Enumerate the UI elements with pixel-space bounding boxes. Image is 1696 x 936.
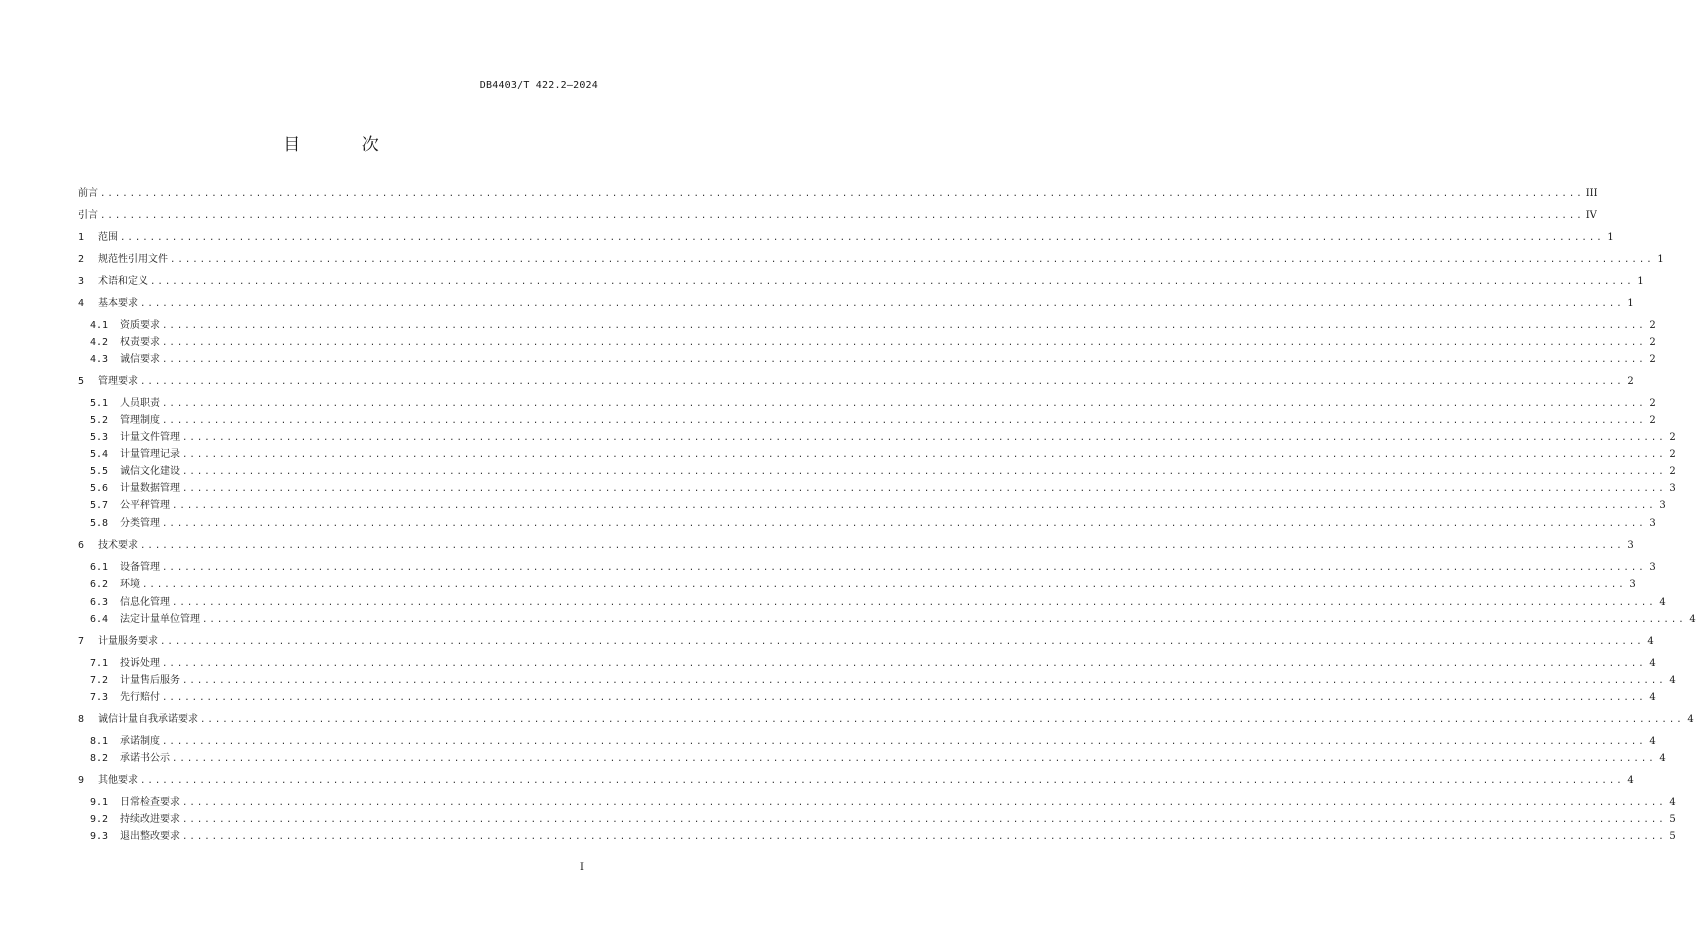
toc-entry-page: 2 <box>1649 398 1656 409</box>
dot-leader: ........................................................................................................................................................................................................ <box>172 754 1656 764</box>
toc-entry-number: 6.2 <box>90 579 109 590</box>
toc-entry-number: 5.1 <box>90 398 109 409</box>
document-code: DB4403/T 422.2—2024 <box>479 80 598 91</box>
dot-leader: ........................................................................................................................................................................................................ <box>162 693 1646 703</box>
toc-entry-number: 9.3 <box>90 831 109 842</box>
toc-entry-number: 6.3 <box>90 597 109 608</box>
toc-entry-page: 4 <box>1649 658 1656 669</box>
toc-entry-page: IV <box>1585 210 1597 221</box>
toc-entry-number: 7 <box>78 636 85 647</box>
toc-entry-label: 前言 <box>78 188 98 199</box>
toc-entry-number: 4.1 <box>90 320 109 331</box>
toc-entry-number: 4.2 <box>90 337 109 348</box>
toc-entry-page: 2 <box>1649 415 1656 426</box>
dot-leader: ........................................................................................................................................................................................................ <box>162 355 1646 365</box>
toc-entry-number: 5 <box>78 376 85 387</box>
toc-entry[interactable] <box>90 688 1656 704</box>
toc-entry-page: 1 <box>1627 298 1634 309</box>
toc-entry-number: 9.2 <box>90 814 109 825</box>
toc-entry-label: 引言 <box>78 210 98 221</box>
toc-entry-label: 投诉处理 <box>120 658 160 669</box>
toc-entry-label: 计量数据管理 <box>120 483 180 494</box>
dot-leader: ........................................................................................................................................................................................................ <box>182 815 1666 825</box>
toc-entry-page: 4 <box>1649 692 1656 703</box>
page-number: I <box>580 862 584 873</box>
toc-entry-label: 计量文件管理 <box>120 432 180 443</box>
toc-entry-label: 诚信要求 <box>120 354 160 365</box>
dot-leader: ........................................................................................................................................................................................................ <box>142 580 1626 590</box>
toc-entry-label: 诚信计量自我承诺要求 <box>98 714 198 725</box>
toc-entry-page: 2 <box>1649 354 1656 365</box>
toc-entry-label: 基本要求 <box>98 298 138 309</box>
toc-entry-label: 规范性引用文件 <box>98 254 168 265</box>
toc-entry-page: 3 <box>1629 579 1636 590</box>
toc-entry-number: 5.8 <box>90 518 109 529</box>
toc-entry-page: 3 <box>1649 562 1656 573</box>
toc-entry[interactable] <box>90 610 1696 626</box>
dot-leader: ........................................................................................................................................................................................................ <box>170 255 1654 265</box>
toc-entry-label: 承诺制度 <box>120 736 160 747</box>
toc-entry-page: 3 <box>1649 518 1656 529</box>
toc-entry-number: 5.5 <box>90 466 109 477</box>
dot-leader: ........................................................................................................................................................................................................ <box>182 450 1666 460</box>
toc-entry[interactable] <box>90 316 1656 332</box>
toc-entry-page: III <box>1585 188 1598 199</box>
dot-leader: ........................................................................................................................................................................................................ <box>150 277 1634 287</box>
toc-entry-label: 计量售后服务 <box>120 675 180 686</box>
toc-entry-page: 5 <box>1669 814 1676 825</box>
toc-entry[interactable] <box>78 206 1597 222</box>
dot-leader: ........................................................................................................................................................................................................ <box>200 715 1684 725</box>
toc-entry[interactable] <box>90 411 1656 427</box>
toc-entry[interactable] <box>78 372 1634 388</box>
toc-entry-page: 2 <box>1669 449 1676 460</box>
toc-entry-label: 持续改进要求 <box>120 814 180 825</box>
dot-leader: ........................................................................................................................................................................................................ <box>160 637 1644 647</box>
toc-entry[interactable] <box>90 654 1656 670</box>
toc-entry-page: 4 <box>1687 714 1694 725</box>
toc-entry-label: 公平秤管理 <box>120 500 170 511</box>
toc-entry-label: 术语和定义 <box>98 276 148 287</box>
toc-entry-label: 资质要求 <box>120 320 160 331</box>
toc-entry-label: 其他要求 <box>98 775 138 786</box>
toc-entry-label: 诚信文化建设 <box>120 466 180 477</box>
toc-entry-number: 4 <box>78 298 85 309</box>
dot-leader: ........................................................................................................................................................................................................ <box>172 598 1656 608</box>
toc-entry-number: 2 <box>78 254 85 265</box>
dot-leader: ........................................................................................................................................................................................................ <box>140 776 1624 786</box>
toc-entry-number: 8 <box>78 714 85 725</box>
toc-entry[interactable] <box>78 710 1694 726</box>
toc-entry-number: 6.4 <box>90 614 109 625</box>
dot-leader: ........................................................................................................................................................................................................ <box>162 399 1646 409</box>
toc-entry[interactable] <box>90 333 1656 349</box>
toc-entry[interactable] <box>78 771 1634 787</box>
toc-entry-label: 范围 <box>98 232 118 243</box>
dot-leader: ........................................................................................................................................................................................................ <box>182 798 1666 808</box>
toc-entry-label: 计量服务要求 <box>98 636 158 647</box>
toc-entry-label: 计量管理记录 <box>120 449 180 460</box>
dot-leader: ........................................................................................................................................................................................................ <box>162 563 1646 573</box>
toc-entry-page: 2 <box>1649 337 1656 348</box>
dot-leader: ........................................................................................................................................................................................................ <box>162 737 1646 747</box>
toc-entry-page: 3 <box>1659 500 1666 511</box>
toc-entry-label: 环境 <box>120 579 140 590</box>
toc-entry[interactable] <box>90 810 1676 826</box>
toc-entry-page: 2 <box>1627 376 1634 387</box>
toc-entry[interactable] <box>90 827 1676 843</box>
toc-entry[interactable] <box>90 593 1666 609</box>
toc-entry[interactable] <box>90 428 1676 444</box>
toc-entry-number: 8.2 <box>90 753 109 764</box>
toc-entry[interactable] <box>78 294 1634 310</box>
toc-entry-number: 3 <box>78 276 85 287</box>
dot-leader: ........................................................................................................................................................................................................ <box>182 832 1666 842</box>
toc-entry-number: 9 <box>78 775 85 786</box>
dot-leader: ........................................................................................................................................................................................................ <box>140 377 1624 387</box>
toc-entry-number: 9.1 <box>90 797 109 808</box>
toc-entry[interactable] <box>78 632 1654 648</box>
toc-entry-label: 信息化管理 <box>120 597 170 608</box>
toc-entry-label: 日常检查要求 <box>120 797 180 808</box>
dot-leader: ........................................................................................................................................................................................................ <box>172 501 1656 511</box>
toc-entry[interactable] <box>90 793 1676 809</box>
toc-entry[interactable] <box>90 514 1656 530</box>
toc-entry-page: 4 <box>1649 736 1656 747</box>
toc-entry[interactable] <box>78 272 1644 288</box>
toc-entry-page: 1 <box>1607 232 1614 243</box>
dot-leader: ........................................................................................................................................................................................................ <box>162 519 1646 529</box>
toc-entry-label: 分类管理 <box>120 518 160 529</box>
dot-leader: ........................................................................................................................................................................................................ <box>182 676 1666 686</box>
toc-entry-page: 4 <box>1669 797 1676 808</box>
toc-entry[interactable] <box>90 749 1666 765</box>
toc-entry-page: 4 <box>1647 636 1654 647</box>
toc-entry[interactable] <box>90 496 1666 512</box>
toc-entry-page: 4 <box>1669 675 1676 686</box>
toc-entry-page: 4 <box>1689 614 1696 625</box>
toc-entry[interactable] <box>90 462 1676 478</box>
dot-leader: ........................................................................................................................................................................................................ <box>100 189 1584 199</box>
toc-entry-number: 5.4 <box>90 449 109 460</box>
dot-leader: ........................................................................................................................................................................................................ <box>120 233 1604 243</box>
toc-entry[interactable] <box>90 671 1676 687</box>
toc-entry-label: 法定计量单位管理 <box>120 614 200 625</box>
toc-entry-page: 2 <box>1649 320 1656 331</box>
toc-entry-number: 5.3 <box>90 432 109 443</box>
dot-leader: ........................................................................................................................................................................................................ <box>162 416 1646 426</box>
toc-entry-number: 6.1 <box>90 562 109 573</box>
toc-entry-page: 4 <box>1659 597 1666 608</box>
toc-entry-page: 1 <box>1657 254 1664 265</box>
toc-entry[interactable] <box>78 250 1664 266</box>
dot-leader: ........................................................................................................................................................................................................ <box>182 433 1666 443</box>
page-title: 目 次 <box>283 135 407 155</box>
toc-entry[interactable] <box>90 350 1656 366</box>
dot-leader: ........................................................................................................................................................................................................ <box>100 211 1584 221</box>
toc-entry-label: 退出整改要求 <box>120 831 180 842</box>
toc-entry-page: 3 <box>1669 483 1676 494</box>
toc-entry-number: 1 <box>78 232 85 243</box>
toc-entry-number: 7.1 <box>90 658 109 669</box>
toc-entry-page: 4 <box>1659 753 1666 764</box>
toc-entry-number: 5.7 <box>90 500 109 511</box>
toc-entry-number: 6 <box>78 540 85 551</box>
toc-entry-label: 设备管理 <box>120 562 160 573</box>
toc-entry-page: 4 <box>1627 775 1634 786</box>
toc-entry-page: 3 <box>1627 540 1634 551</box>
toc-entry-number: 5.2 <box>90 415 109 426</box>
dot-leader: ........................................................................................................................................................................................................ <box>140 541 1624 551</box>
toc-entry-label: 人员职责 <box>120 398 160 409</box>
toc-entry[interactable] <box>78 228 1614 244</box>
toc-entry-page: 2 <box>1669 432 1676 443</box>
toc-entry-label: 先行赔付 <box>120 692 160 703</box>
toc-entry[interactable] <box>90 479 1676 495</box>
toc-entry[interactable] <box>90 558 1656 574</box>
dot-leader: ........................................................................................................................................................................................................ <box>162 338 1646 348</box>
toc-entry[interactable] <box>78 184 1598 200</box>
dot-leader: ........................................................................................................................................................................................................ <box>202 615 1686 625</box>
toc-entry-label: 管理要求 <box>98 376 138 387</box>
toc-entry-label: 权责要求 <box>120 337 160 348</box>
toc-entry-page: 1 <box>1637 276 1644 287</box>
toc-entry[interactable] <box>90 445 1676 461</box>
toc-entry-page: 2 <box>1669 466 1676 477</box>
dot-leader: ........................................................................................................................................................................................................ <box>140 299 1624 309</box>
dot-leader: ........................................................................................................................................................................................................ <box>162 659 1646 669</box>
toc-entry-label: 管理制度 <box>120 415 160 426</box>
toc-entry-label: 技术要求 <box>98 540 138 551</box>
toc-entry-page: 5 <box>1669 831 1676 842</box>
toc-entry-number: 4.3 <box>90 354 109 365</box>
toc-entry-number: 7.3 <box>90 692 109 703</box>
toc-entry[interactable] <box>90 394 1656 410</box>
toc-entry-number: 5.6 <box>90 483 109 494</box>
toc-entry-number: 8.1 <box>90 736 109 747</box>
toc-entry[interactable] <box>90 732 1656 748</box>
toc-entry-label: 承诺书公示 <box>120 753 170 764</box>
dot-leader: ........................................................................................................................................................................................................ <box>162 321 1646 331</box>
toc-entry-number: 7.2 <box>90 675 109 686</box>
toc-entry[interactable] <box>90 575 1636 591</box>
dot-leader: ........................................................................................................................................................................................................ <box>182 467 1666 477</box>
toc-entry[interactable] <box>78 536 1634 552</box>
dot-leader: ........................................................................................................................................................................................................ <box>182 484 1666 494</box>
